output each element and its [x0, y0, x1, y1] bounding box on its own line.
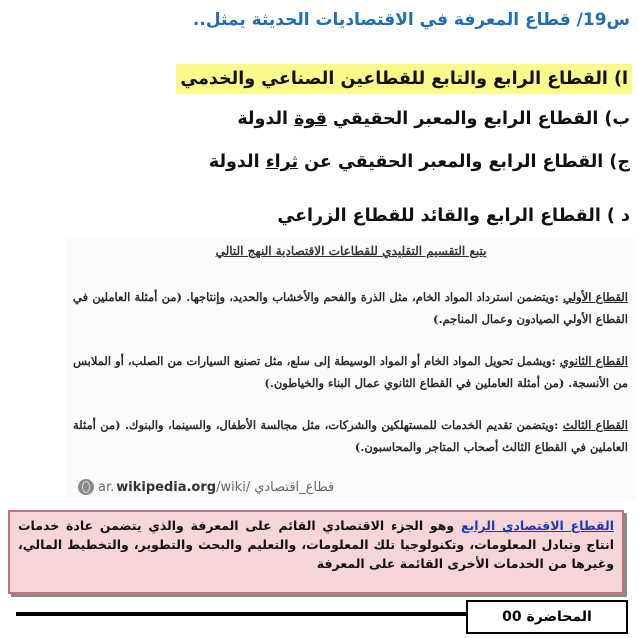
scanned-excerpt	[66, 238, 636, 500]
wiki-domain: wikipedia.org	[116, 479, 217, 495]
wiki-path: /wiki/	[216, 479, 251, 495]
excerpt-title: يتبع التقسيم التقليدي للقطاعات الاقتصادية النهج التالي	[215, 244, 487, 258]
tertiary-sector-text: :ويتضمن تقديم الخدمات للمستهلكين والشركات، مثل مجالسة الأطفال، والسينما، والبنوك. (من أمثلة العاملين في القطاع الثالث أصحاب المتاجر والمحاسبون.)	[73, 418, 628, 454]
quaternary-sector-link[interactable]: القطاع الاقتصادي الرابع	[460, 518, 614, 533]
option-b-underlined: قوة	[294, 109, 327, 129]
primary-sector-title: القطاع الأولي	[563, 290, 628, 304]
lecture-label: المحاضرة 00	[466, 600, 628, 634]
callout-text: وهو الجزء الاقتصادي القائم على المعرفة والذي يتضمن عادة خدمات انتاج وتبادل المعلومات، وتكنولوجيا تلك المعلومات، والتعليم والبحث والتطوير، والتخطيط المالي، وغيرها من الخدمات الأخرى القائمة على المعرفة	[18, 518, 614, 571]
option-c-end: الدولة	[208, 152, 266, 172]
tertiary-sector-title: القطاع الثالث	[562, 418, 628, 432]
footer-divider	[16, 612, 466, 616]
option-c-underlined: ثراء	[265, 152, 299, 172]
option-a[interactable]: ا) القطاع الرابع والتابع للقطاعين الصناعي والخدمي	[176, 64, 632, 94]
primary-sector-paragraph	[73, 286, 628, 330]
wiki-article: قطاع_اقتصادي	[254, 479, 335, 495]
question-title: س19/ قطاع المعرفة في الاقتصاديات الحديثة يمثل..	[192, 10, 630, 30]
secondary-sector-paragraph	[73, 350, 628, 394]
definition-callout	[8, 510, 624, 594]
primary-sector-text: :ويتضمن استرداد المواد الخام، مثل الذرة والفحم والأخشاب والحديد، وإنتاجها. (من أمثلة العاملين في القطاع الأولي الصيادون وعمال المناجم.)	[73, 290, 628, 326]
secondary-sector-title: القطاع الثانوي	[559, 354, 628, 368]
secondary-sector-text: :ويشمل تحويل المواد الخام أو المواد الوسيطة إلى سلع، مثل تصنيع السيارات من الصلب، أو الملابس من الأنسجة. (من أمثلة العاملين في القطاع الثانوي عمال البناء والخياطون.)	[73, 354, 628, 390]
option-b-end: الدولة	[237, 109, 295, 129]
option-b[interactable]	[237, 104, 630, 134]
globe-icon	[78, 479, 94, 495]
option-c-text: ج) القطاع الرابع والمعبر الحقيقي عن	[298, 152, 630, 172]
option-c[interactable]	[209, 147, 630, 177]
tertiary-sector-paragraph	[73, 414, 628, 458]
option-d[interactable]: د ) القطاع الرابع والقائد للقطاع الزراعي	[277, 206, 630, 226]
wikipedia-source-link[interactable]	[78, 476, 334, 498]
option-b-text: ب) القطاع الرابع والمعبر الحقيقي	[326, 109, 630, 129]
wiki-subdomain: ar.	[98, 479, 115, 495]
